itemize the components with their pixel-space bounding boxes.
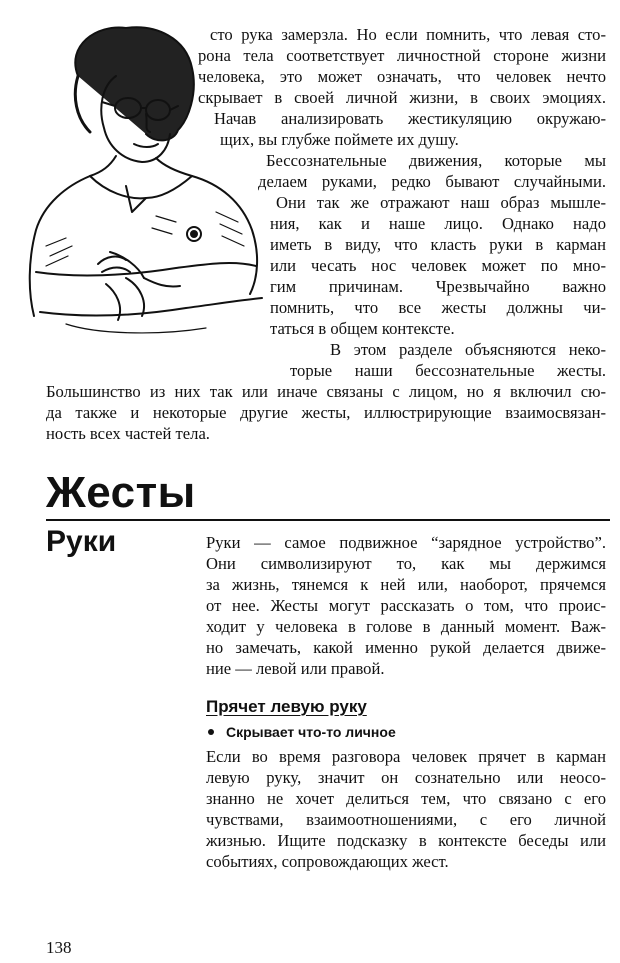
paragraph-line: Руки — самое подвижное “зарядное устройство”. (206, 533, 606, 552)
gesture-line: событиях, сопровождающих жест. (206, 852, 449, 871)
gesture-line: чувствами, взаимоотношениями, с его личной (206, 810, 606, 829)
intro-line: таться в общем контексте. (270, 319, 455, 338)
intro-line: В этом разделе объясняются неко- (330, 340, 606, 359)
intro-line: рона тела соответствует личностной стороне жизни (198, 46, 606, 65)
intro-line: ность всех частей тела. (46, 424, 210, 443)
intro-line: торые наши бессознательные жесты. (290, 361, 606, 380)
intro-line: да также и некоторые другие жесты, иллюстрирующие взаимосвязан- (46, 403, 606, 422)
intro-line: щих, вы глубже поймете их душу. (220, 130, 459, 149)
intro-line: ния, как и наше лицо. Однако надо (270, 214, 606, 233)
intro-line: сто рука замерзла. Но если помнить, что левая сто- (210, 25, 606, 44)
gesture-line: знанно не хочет делиться тем, что связано с его (206, 789, 606, 808)
paragraph-line: за жизнь, тянемся к ней или, наоборот, прячемся (206, 575, 606, 594)
intro-line: помнить, что все жесты должны чи- (270, 298, 606, 317)
paragraph-line: ходит у человека в голове в данный момент. Важ- (206, 617, 606, 636)
subsection-title: Руки (46, 525, 117, 558)
gesture-bullet (208, 722, 396, 742)
intro-line: Начав анализировать жестикуляцию окружаю- (214, 109, 606, 128)
bullet-dot-icon (208, 729, 214, 735)
paragraph-line: но замечать, какой именно рукой делается движе- (206, 638, 606, 657)
intro-line: или чесать нос человек может по мно- (270, 256, 606, 275)
intro-line: человека, это может означать, что человек нечто (198, 67, 606, 86)
intro-line: Большинство из них так или иначе связаны с лицом, но я включил сю- (46, 382, 606, 401)
intro-line: гим причинам. Чрезвычайно важно (270, 277, 606, 296)
intro-line: делаем руками, редко бывают случайными. (258, 172, 606, 191)
gesture-bullet-label: Скрывает что-то личное (226, 724, 396, 740)
section-divider (46, 519, 610, 521)
page-number: 138 (46, 938, 72, 957)
intro-line: скрывает в своей личной жизни, в своих эмоциях. (198, 88, 606, 107)
intro-line: Бессознательные движения, которые мы (266, 151, 606, 170)
paragraph-line: Они символизируют то, как мы держимся (206, 554, 606, 573)
section-title: Жесты (46, 468, 196, 517)
paragraph-line: ние — левой или правой. (206, 659, 385, 678)
gesture-line: жизнью. Ищите подсказку в контексте беседы или (206, 831, 606, 850)
paragraph-line: от нее. Жесты могут рассказать о том, что проис- (206, 596, 606, 615)
intro-line: Они так же отражают наш образ мышле- (276, 193, 606, 212)
gesture-line: Если во время разговора человек прячет в карман (206, 747, 606, 766)
intro-line: иметь в виду, что класть руки в карман (270, 235, 606, 254)
gesture-title: Прячет левую руку (206, 697, 367, 716)
gesture-line: левую руку, значит он сознательно или неосо- (206, 768, 606, 787)
